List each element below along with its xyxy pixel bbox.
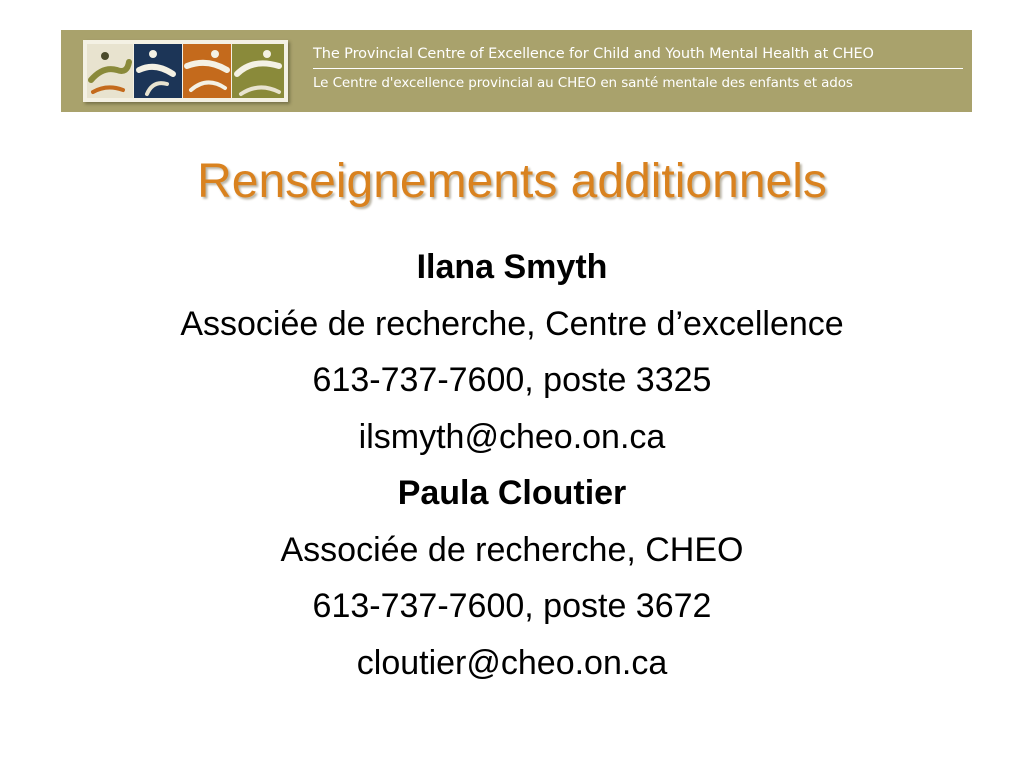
banner-text (313, 44, 963, 92)
banner-divider (313, 68, 963, 69)
contact-phone: 613-737-7600, poste 3325 (312, 361, 712, 399)
header-banner (61, 30, 972, 112)
contact-phone: 613-737-7600, poste 3672 (312, 587, 712, 625)
contact-email[interactable]: cloutier@cheo.on.ca (356, 643, 668, 682)
contact-name: Ilana Smyth (416, 248, 608, 286)
centre-of-excellence-logo-icon (83, 40, 288, 102)
slide-title: Renseignements additionnels (197, 155, 827, 208)
contact-email[interactable]: ilsmyth@cheo.on.ca (358, 417, 666, 456)
contact-list (0, 241, 1024, 693)
banner-title-english: The Provincial Centre of Excellence for Child and Youth Mental Health at CHEO (313, 46, 874, 62)
contact-name: Paula Cloutier (397, 474, 627, 512)
contact-role: Associée de recherche, Centre d’excellence (180, 304, 844, 343)
banner-title-french: Le Centre d'excellence provincial au CHEO en santé mentale des enfants et ados (313, 75, 853, 91)
contact-role: Associée de recherche, CHEO (280, 530, 744, 569)
